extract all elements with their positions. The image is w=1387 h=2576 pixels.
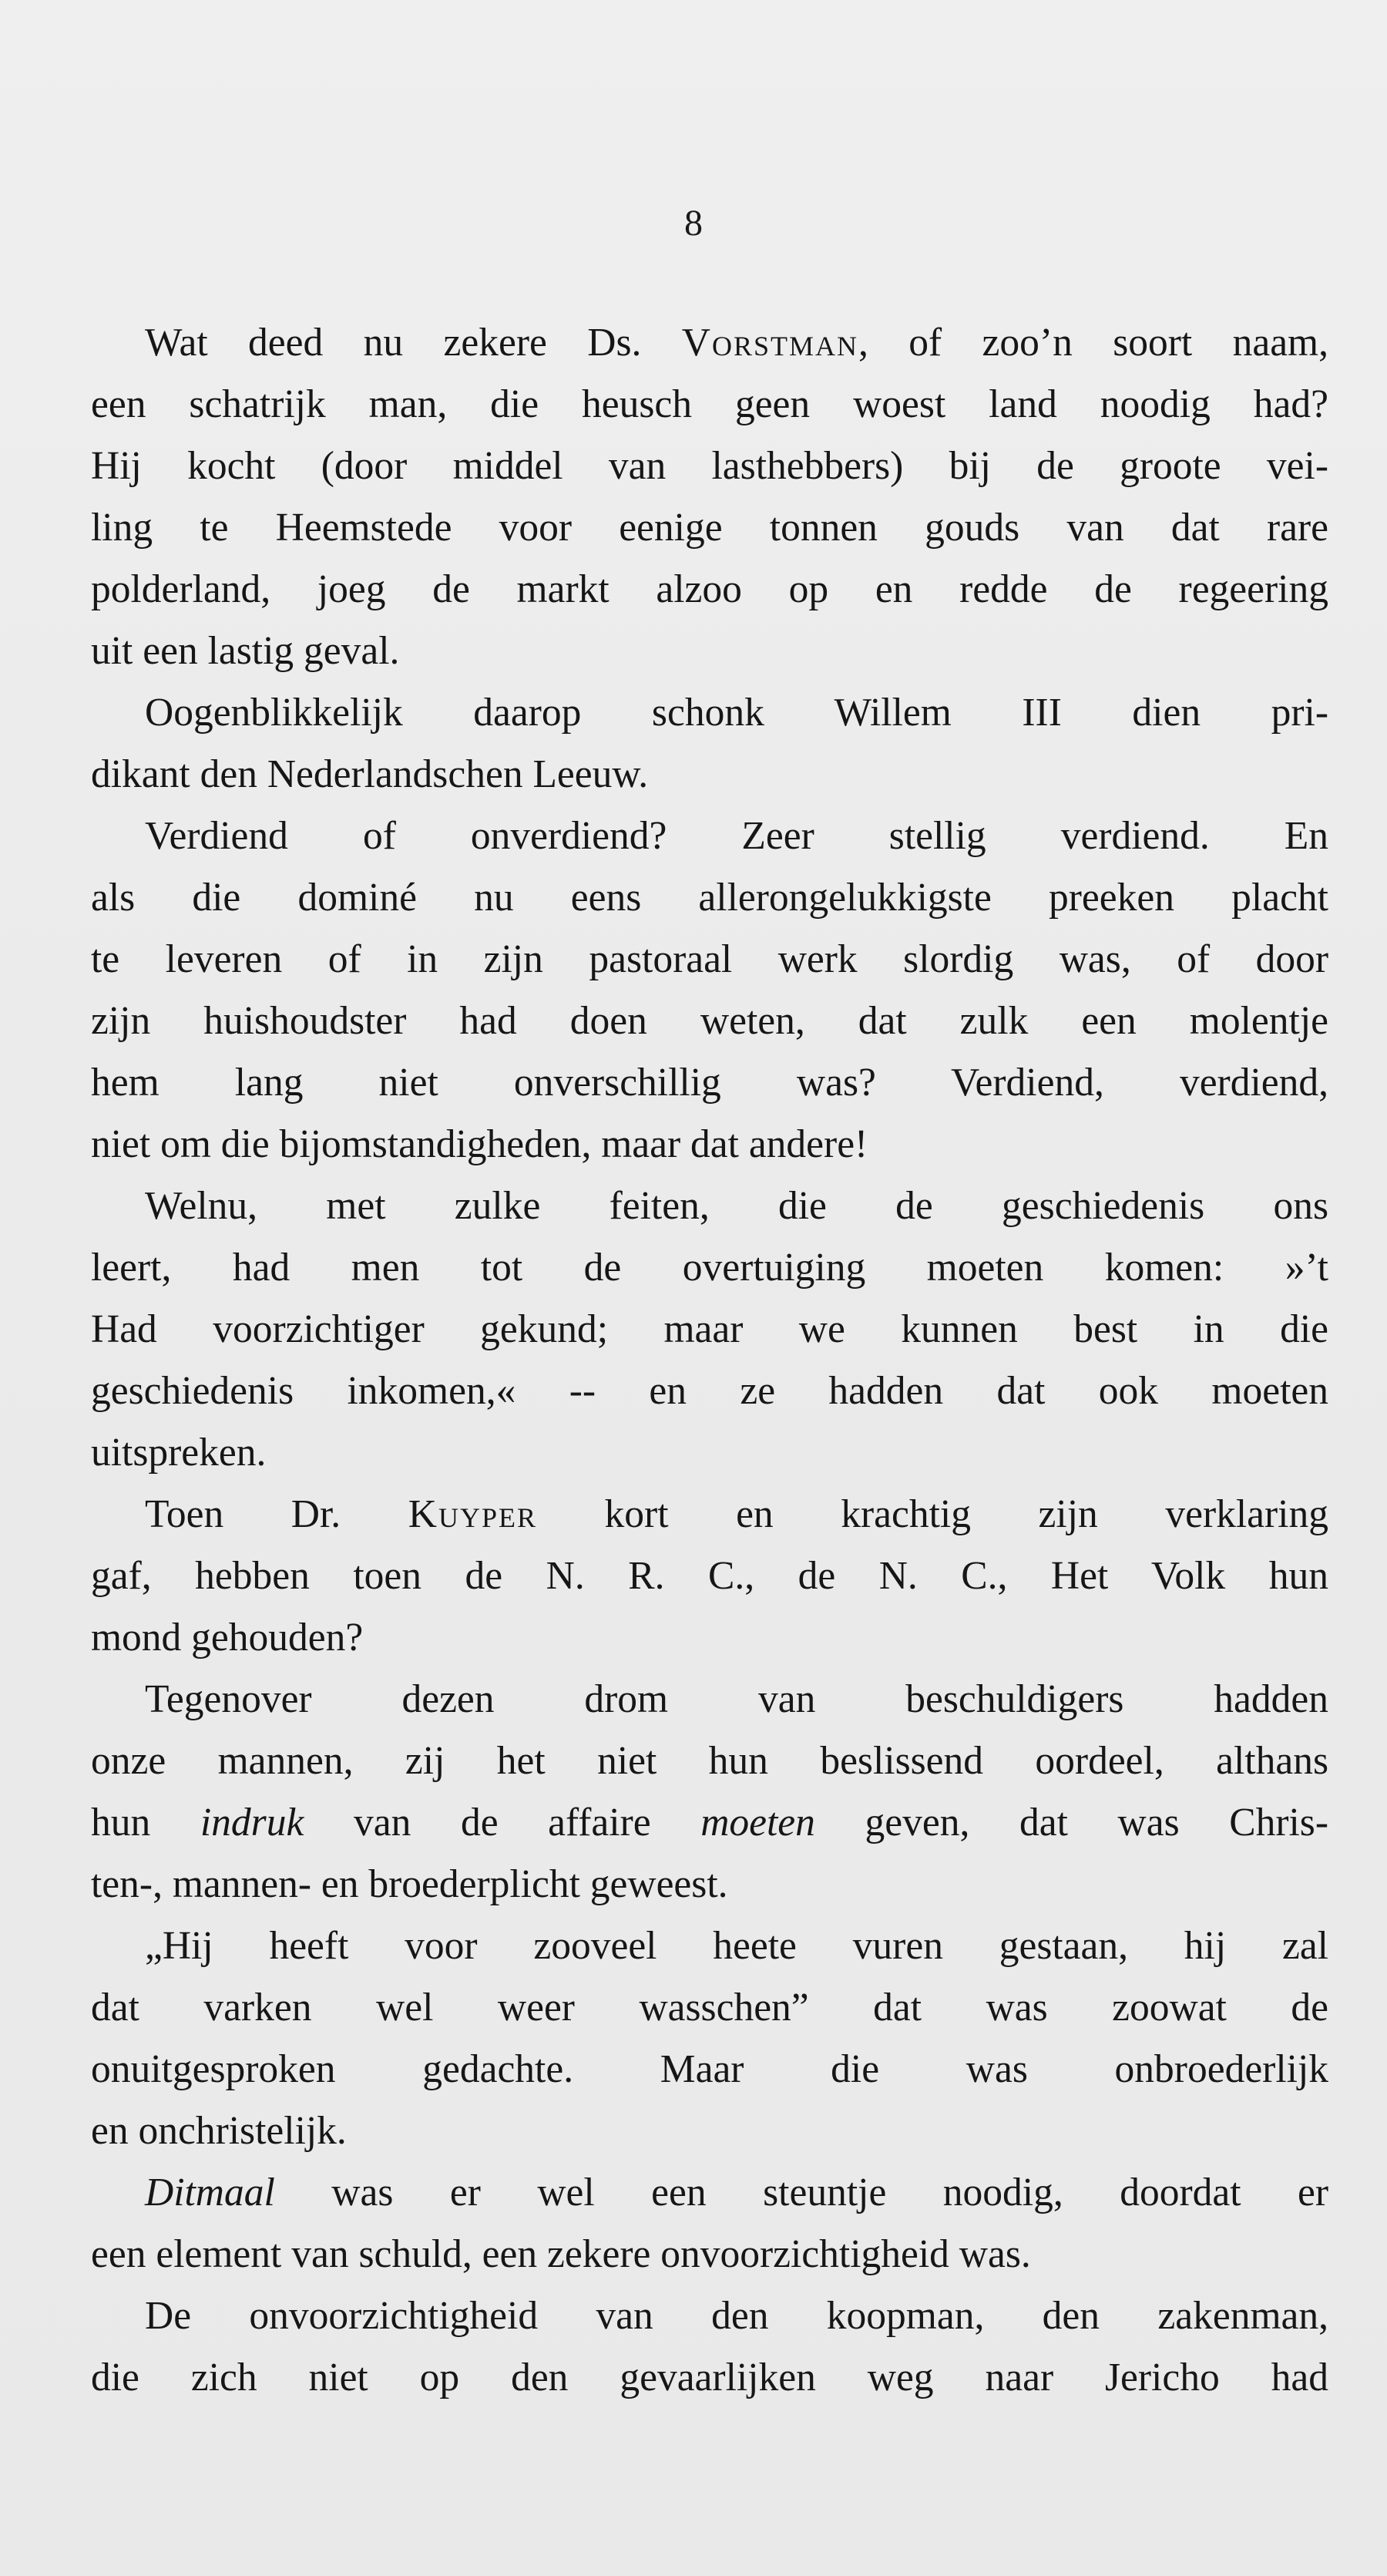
- text-run: was er wel een steuntje noodig, doordat er: [274, 2171, 1328, 2214]
- text-run: van de affaire: [304, 1801, 701, 1845]
- text-run: uitspreken.: [91, 1431, 267, 1475]
- text-run: uit een lastig geval.: [91, 629, 400, 673]
- text-run: geven, dat was Chris-: [814, 1801, 1329, 1845]
- page-number: 8: [684, 203, 703, 244]
- text-run: polderland, joeg de markt alzoo op en redde de regeering: [91, 567, 1328, 611]
- text-line: [91, 867, 1328, 929]
- text-line: [91, 1545, 1328, 1607]
- text-run: dat varken wel weer wasschen” dat was zoowat de: [91, 1986, 1328, 2030]
- text-line: [91, 990, 1328, 1052]
- text-run: een element van schuld, een zekere onvoorzichtigheid was.: [91, 2232, 1031, 2276]
- text-run: als die dominé nu eens allerongelukkigste preeken placht: [91, 876, 1328, 920]
- text-run: te leveren of in zijn pastoraal werk slordig was, of door: [91, 937, 1328, 981]
- text-run: , of zoo’n soort naam,: [858, 321, 1328, 365]
- text-line: [91, 1360, 1328, 1422]
- text-line: [91, 1730, 1328, 1792]
- text-line: [91, 1915, 1328, 1977]
- text-run: hem lang niet onverschillig was? Verdiend, verdiend,: [91, 1061, 1328, 1105]
- text-line: [91, 1175, 1328, 1237]
- text-line: [91, 1607, 1328, 1669]
- text-line: [91, 1484, 1328, 1545]
- text-line: [91, 744, 1328, 805]
- italic-emphasis: Ditmaal: [145, 2171, 275, 2214]
- text-line: [91, 1052, 1328, 1114]
- text-run: onuitgesproken gedachte. Maar die was onbroederlijk: [91, 2047, 1328, 2091]
- text-run: onze mannen, zij het niet hun beslissend oordeel, althans: [91, 1739, 1328, 1783]
- text-line: [91, 312, 1328, 374]
- text-run: hun: [91, 1801, 200, 1845]
- text-line: [91, 1422, 1328, 1484]
- text-line: [91, 2224, 1328, 2285]
- text-line: [91, 1854, 1328, 1915]
- text-line: [91, 620, 1328, 682]
- text-run: kort en krachtig zijn verklaring: [536, 1492, 1328, 1536]
- text-run: „Hij heeft voor zooveel heete vuren gestaan, hij zal: [145, 1924, 1328, 1968]
- text-line: [91, 682, 1328, 744]
- text-run: Welnu, met zulke feiten, die de geschiedenis ons: [145, 1184, 1328, 1228]
- text-run: mond gehouden?: [91, 1616, 364, 1660]
- text-run: Toen Dr.: [145, 1492, 408, 1536]
- text-line: [91, 435, 1328, 497]
- text-run: Hij kocht (door middel van lasthebbers) bij de groote vei-: [91, 444, 1328, 488]
- text-run: ling te Heemstede voor eenige tonnen gouds van dat rare: [91, 506, 1328, 550]
- text-line: [91, 1977, 1328, 2039]
- italic-emphasis: indruk: [200, 1801, 304, 1845]
- italic-emphasis: moeten: [700, 1801, 815, 1845]
- text-line: [91, 559, 1328, 620]
- text-line: [91, 2162, 1328, 2224]
- text-line: [91, 1114, 1328, 1175]
- text-run: Verdiend of onverdiend? Zeer stellig verdiend. En: [145, 814, 1328, 858]
- small-caps-name: Kuyper: [408, 1492, 537, 1536]
- text-line: [91, 1669, 1328, 1730]
- text-run: Wat deed nu zekere Ds.: [145, 321, 682, 365]
- text-line: [91, 2039, 1328, 2100]
- text-run: dikant den Nederlandschen Leeuw.: [91, 752, 649, 796]
- text-run: die zich niet op den gevaarlijken weg naar Jericho had: [91, 2356, 1328, 2399]
- text-run: Oogenblikkelijk daarop schonk Willem III dien pri-: [145, 691, 1328, 735]
- text-line: [91, 374, 1328, 435]
- text-run: De onvoorzichtigheid van den koopman, den zakenman,: [145, 2294, 1328, 2338]
- text-line: [91, 2347, 1328, 2409]
- text-run: leert, had men tot de overtuiging moeten komen: »’t: [91, 1246, 1328, 1290]
- small-caps-name: Vorstman: [681, 321, 858, 365]
- text-run: Tegenover dezen drom van beschuldigers hadden: [145, 1677, 1328, 1721]
- text-line: [91, 1792, 1328, 1854]
- text-run: Had voorzichtiger gekund; maar we kunnen best in die: [91, 1307, 1328, 1351]
- text-line: [91, 497, 1328, 559]
- text-line: [91, 929, 1328, 990]
- body-text: [91, 312, 1328, 2409]
- text-run: en onchristelijk.: [91, 2109, 347, 2153]
- text-line: [91, 1299, 1328, 1360]
- text-line: [91, 805, 1328, 867]
- text-run: ten-, mannen- en broederplicht geweest.: [91, 1862, 728, 1906]
- text-run: geschiedenis inkomen,« -- en ze hadden dat ook moeten: [91, 1369, 1328, 1413]
- text-line: [91, 2100, 1328, 2162]
- text-run: zijn huishoudster had doen weten, dat zulk een molentje: [91, 999, 1328, 1043]
- text-run: niet om die bijomstandigheden, maar dat andere!: [91, 1122, 868, 1166]
- text-line: [91, 1237, 1328, 1299]
- text-line: [91, 2285, 1328, 2347]
- text-run: gaf, hebben toen de N. R. C., de N. C., Het Volk hun: [91, 1554, 1328, 1598]
- text-run: een schatrijk man, die heusch geen woest land noodig had?: [91, 382, 1328, 426]
